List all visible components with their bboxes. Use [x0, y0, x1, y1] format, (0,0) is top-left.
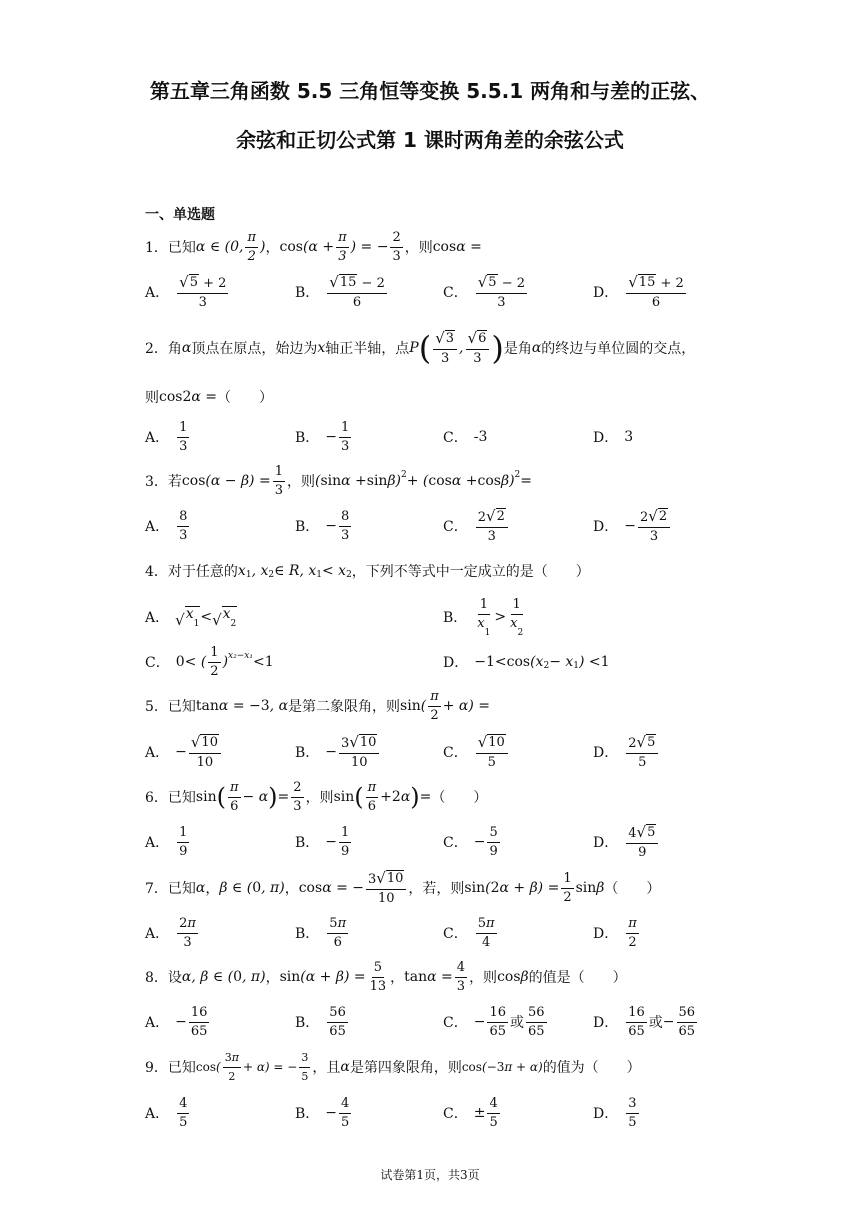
page-footer: 试卷第1页，共3页 — [380, 1168, 480, 1182]
question-6: 6． 已知 sin ( $\frac{\pi}{6}$ − α ) = $\frac{2}{3}$ ，则 sin ( $\frac{\pi}{6}$ + 2 α ) = （ ） — [145, 779, 488, 814]
question-4: 4． 对于任意的 x $_1$ , x $_2$ ∈ R, x $_1$ < x $_2$ ，下列不等式中一定成立的是（ ） — [145, 563, 590, 580]
question-1-options: A． √ 5 + 2 3 B． √ 15 − 2 6 C． √ 5 − 2 3 D． √ 15 + 2 6 — [145, 272, 684, 310]
page-title-line-1: 第五章三角函数 5.5 三角恒等变换 5.5.1 两角和与差的正弦、 — [149, 79, 711, 103]
question-5: 5． 已知 tan α = − 3 , α 是第二象限角，则 sin ( $\frac{\pi}{2}$ + α) = — [145, 688, 491, 723]
question-7: 7． 已知 α ， β ∈ ( 0 , π) ， cos α = − 3 √ 10 10 ，若 ，则 sin ( 2 α + β) = $\frac{1}{2}$ sin β （ ） — [145, 868, 661, 906]
question-2-line-2: 则 cos2 α = （ ） — [145, 389, 274, 406]
question-6-options: A． $\frac{1}{9}$ B． − $\frac{1}{9}$ C． − $\frac{5}{9}$ D． 4 √ 5 9 — [0, 822, 860, 862]
question-2: 2． 角 α 顶点在原点，始边为 x 轴正半轴，点 P ( √ 3 3 , √ 6 3 ) 是角 α 的终边与单位圆的交点， — [145, 328, 696, 367]
question-8-options: A． − $\frac{16}{65}$ B． $\frac{56}{65}$ C． − $\frac{16}{65}$ 或 $\frac{56}{65}$ D． $\frac{16}{65}$ 或 − $\frac{56}{65}$ — [145, 1004, 696, 1039]
question-3: 3． 若 cos (α − β) = $\frac{1}{3}$ ，则 ( sin α + sin β) $^2$ + ( cos α + cos β) $^2$ = — [145, 463, 533, 498]
question-7-options: A． $\frac{2\pi}{3}$ B． $\frac{5\pi}{6}$ C． $\frac{5\pi}{4}$ D． $\frac{\pi}{2}$ — [145, 915, 637, 950]
question-9-options: A． $\frac{4}{5}$ B． − $\frac{4}{5}$ C． ± $\frac{4}{5}$ D． $\frac{3}{5}$ — [145, 1095, 637, 1130]
section-heading: 一、单选题 — [145, 207, 215, 223]
question-8: 8． 设 α, β ∈ ( 0 , π) ， sin (α + β) = $\frac{5}{13}$ ， tan α = $\frac{4}{3}$ ，则 cos β 的值是（ ） — [145, 959, 627, 994]
question-5-options: A． − √ 10 10 B． − 3 √ 10 10 C． √ 10 5 D． 2 √ 5 5 — [0, 732, 860, 772]
question-4-options-ab: A． √ $x_1$ < √ $x_2$ B． $\frac{1}{x_1}$ > $\frac{1}{x_2}$ — [145, 597, 524, 638]
question-3-options: A． $\frac{8}{3}$ B． − $\frac{8}{3}$ C． 2 √ 2 3 D． − 2 √ 2 3 — [0, 506, 860, 546]
question-4-options-cd: C． 0 < ( $\frac{1}{2}$ ) $^{x_2-x_1}$ < 1 D． − 1 < cos (x $_2$ − x $_1$ ) < 1 — [145, 644, 610, 679]
question-9: 9． 已知 cos ( $\frac{3\pi}{2}$ + α) = − $\frac{3}{5}$ ，且 α 是第四象限角，则 cos (− 3 π + α) 的值为（ ） — [145, 1050, 641, 1083]
question-1: 1． 已知 α ∈ (0, $\frac{\pi}{2}$ ) ， cos (α + $\frac{\pi}{3}$ ) = − $\frac{2}{3}$ ，则 cos α = — [145, 229, 482, 264]
page-title-line-2: 余弦和正切公式第 1 课时两角差的余弦公式 — [236, 128, 624, 152]
question-2-options: A． $\frac{1}{3}$ B． − $\frac{1}{3}$ C． -3 D． 3 — [145, 419, 634, 454]
